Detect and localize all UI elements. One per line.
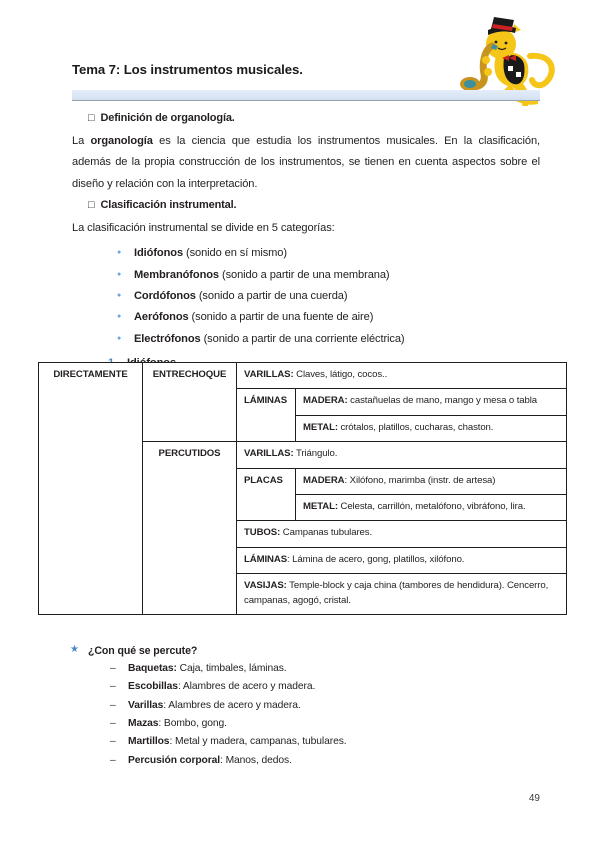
list-item (128, 660, 540, 678)
page-number: 49 (528, 793, 540, 804)
list-item-desc: : Bombo, gong. (158, 717, 227, 729)
list-item (128, 697, 540, 715)
section-heading-definicion (88, 112, 540, 124)
percute-heading (70, 644, 540, 657)
table-cell-laminas-2 (237, 547, 567, 573)
table-cell-varillas-2 (237, 442, 567, 468)
list-item (134, 329, 540, 350)
table-cell-laminas-group: LÁMINAS (237, 389, 296, 442)
paragraph-organologia-post: es la ciencia que estudia los instrumentos musicales. En la clasificación, además de la propia construcción de los instrumentos, se tienen en cuenta aspectos sobre el diseño y relación con la interpretación. (72, 135, 540, 190)
list-item (128, 733, 540, 751)
list-item (128, 678, 540, 696)
paragraph-organologia-term: organología (90, 135, 153, 147)
paragraph-organologia-pre: La (72, 135, 91, 147)
table-cell-key: METAL: (303, 500, 338, 512)
paragraph-clasificacion-intro: La clasificación instrumental se divide en 5 categorías: (72, 221, 335, 234)
paragraph-organologia (72, 131, 540, 195)
section-heading-clasificacion-label: Clasificación instrumental. (100, 198, 237, 211)
table-cell-value: crótalos, platillos, cucharas, chaston. (337, 421, 494, 433)
list-item-term: Idiófonos (134, 247, 184, 260)
page-title: Tema 7: Los instrumentos musicales. (72, 62, 303, 77)
table-cell-varillas-1 (237, 363, 567, 389)
list-item-desc: : Manos, dedos. (220, 754, 292, 766)
table-cell-category: DIRECTAMENTE (39, 363, 143, 615)
table-cell-key: METAL: (303, 421, 338, 433)
list-item-desc: (sonido a partir de una corriente eléctrica) (200, 332, 405, 345)
table-cell-value: castañuelas de mano, mango y mesa o tabla (347, 395, 537, 407)
table-cell-key: VARILLAS: (244, 448, 294, 460)
list-item-desc: : Alambres de acero y madera. (163, 699, 301, 711)
table-cell-key: VARILLAS: (244, 369, 294, 380)
list-item (128, 715, 540, 733)
list-item-desc: : Metal y madera, campanas, tubulares. (169, 736, 347, 748)
list-item-term: Membranófonos (134, 268, 219, 281)
section-heading-definicion-label: Definición de organología. (100, 112, 235, 124)
table-cell-key: MADERA (303, 474, 345, 486)
list-item-desc: (sonido a partir de una fuente de aire) (188, 311, 374, 324)
percute-list (72, 660, 540, 770)
table-cell-metal-1 (296, 415, 567, 441)
table-cell-value: : Xilófono, marimba (instr. de artesa) (344, 474, 496, 486)
list-item-desc: Caja, timbales, láminas. (176, 663, 287, 674)
list-item-term: Escobillas (128, 681, 178, 693)
document-body (72, 108, 540, 369)
table-cell-value: Temple-block y caja china (tambores de hendidura). Cencerro, campanas, agogó, cristal. (244, 580, 549, 606)
table-cell-key: LÁMINAS (244, 553, 288, 565)
table-cell-vasijas (237, 574, 567, 615)
list-item (134, 265, 540, 286)
table-cell-key: TUBOS: (244, 527, 281, 539)
list-item (134, 307, 540, 328)
table-cell-tubos (237, 521, 567, 547)
list-item-term: Percusión corporal (128, 754, 221, 766)
table-cell-value: Campanas tubulares. (280, 527, 373, 539)
list-item-term: Varillas (128, 699, 164, 711)
table-cell-value: Triángulo. (293, 448, 338, 460)
table-cell-madera-1 (296, 389, 567, 415)
list-item-term: Cordófonos (134, 290, 196, 302)
percute-section (72, 645, 540, 770)
list-item (134, 243, 540, 264)
list-item-term: Martillos (128, 736, 170, 748)
idiofonos-table (38, 362, 567, 615)
list-item (134, 286, 540, 307)
table-cell-value: Celesta, carrillón, metalófono, vibráfono, lira. (337, 500, 526, 512)
checkbox-icon: □ (88, 112, 95, 124)
star-icon: ★ (70, 644, 79, 655)
list-item-desc: (sonido a partir de una cuerda) (195, 290, 348, 302)
list-item (128, 752, 540, 770)
table-cell-value: Claves, látigo, cocos.. (293, 369, 388, 380)
categories-list (72, 243, 540, 350)
table-cell-madera-2 (296, 468, 567, 494)
section-heading-clasificacion (88, 199, 540, 211)
list-item-desc: (sonido a partir de una membrana) (219, 268, 390, 281)
table-cell-group-entrechoque: ENTRECHOQUE (143, 363, 237, 442)
list-item-term: Baquetas: (128, 663, 177, 674)
list-item-term: Aerófonos (134, 311, 189, 324)
list-item-term: Mazas (128, 717, 159, 729)
table-cell-placas-group: PLACAS (237, 468, 296, 521)
table-cell-group-percutidos: PERCUTIDOS (143, 442, 237, 615)
percute-heading-label: ¿Con qué se percute? (88, 645, 198, 657)
checkbox-icon: □ (88, 198, 95, 211)
table-row (39, 363, 567, 389)
table-cell-metal-2 (296, 494, 567, 520)
list-item-desc: : Alambres de acero y madera. (177, 681, 316, 693)
title-divider (72, 90, 540, 101)
list-item-term: Electrófonos (134, 332, 201, 345)
table-cell-key: MADERA: (303, 395, 348, 407)
table-cell-key: VASIJAS: (244, 580, 287, 592)
table-cell-value: : Lámina de acero, gong, platillos, xilófono. (287, 553, 465, 565)
list-item-desc: (sonido en sí mismo) (183, 247, 287, 260)
